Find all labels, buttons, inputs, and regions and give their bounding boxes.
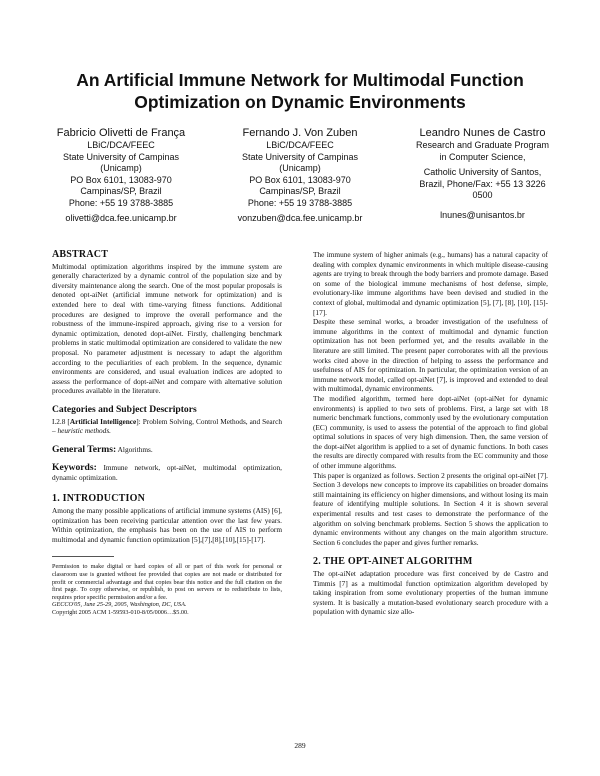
- body-paragraph: This paper is organized as follows. Section 2 presents the original opt-aiNet [7]. Section 3 develops new concepts to improve its capabilities on broader domains still maintaining its efficiency on higher dimensions, and without losing its main feature of identifying multiple solutions. In Section 4 it is shown several experimental results and test cases to demonstrate the performance of the algorithm on solving benchmark problems. Section 5 shows the application to dynamic environments without any changes on the main algorithm structure. Section 6 concludes the paper and gives further remarks.: [313, 470, 548, 547]
- permission-text: Permission to make digital or hard copies of all or part of this work for personal or classroom use is granted without fee provided that copies are not made or distributed for profit or commercial advantage and that copies bear this notice and the full citation on the first page. To copy otherwise, or republish, to post on servers or to redistribute to lists, requires prior specific permission and/or a fee.: [52, 563, 282, 601]
- author-affiliation: in Computer Science,: [439, 151, 526, 162]
- conference-italic: GECCO'05, June 25-29, 2005, Washington, DC, USA.: [52, 601, 187, 609]
- title-line-1: An Artificial Immune Network for Multimodal Function: [76, 70, 524, 90]
- conference-text: [52, 601, 282, 609]
- author-affiliation: LBiC/DCA/FEEC: [87, 140, 155, 150]
- intro-heading: 1. INTRODUCTION: [52, 493, 146, 505]
- author-affiliation: State University of Campinas: [62, 151, 180, 162]
- footnote-divider: [52, 556, 114, 557]
- keywords: [52, 463, 282, 482]
- author-email: lnunes@unisantos.br: [440, 209, 525, 220]
- permission-notice: [52, 563, 282, 616]
- author-address: Campinas/SP, Brazil: [80, 186, 162, 196]
- general-terms: [52, 445, 282, 455]
- categories-bold: Artificial Intelligence: [69, 416, 137, 426]
- body-paragraph: The modified algorithm, termed here dopt-aiNet (opt-aiNet for dynamic environments) is applied to two sets of problems. First, a large set with 18 numeric benchmark functions, commonly used by the evolutionary computation (EC) community, is used to assess the potential of the approach to find global optimal solutions in spaces of very high dimension. Then, the same version of the dopt-aiNet algorithm is applied to a set of dynamic functions. In both cases the results are directly compared with results from the EC community and those of other immune algorithms.: [313, 393, 548, 471]
- author-address: PO Box 6101, 13083-970: [249, 174, 351, 185]
- author-block-2: [213, 126, 387, 225]
- author-affiliation: State University of Campinas: [241, 151, 359, 162]
- abstract-text: Multimodal optimization algorithms inspired by the immune system are generally characterized by a dynamic control of the population size and by diversity maintenance along the search. One of the most popular proposals is denoted opt-aiNet (artificial immune network for optimization) and is extended here to deal with time-varying fitness functions. Additional procedures are designed to improve the overall performance and the robustness of the immune-inspired approach, giving rise to a version for dynamic optimization, denoted dopt-aiNet. Firstly, challenging benchmark problems in static multimodal optimization are considered to validate the new proposal. No parameter adjustment is necessary to adapt the algorithm according to the peculiarities of each problem. In the sequence, dynamic environments are considered, and usual evaluation indices are adopted to assess the performance of dopt-aiNet and compare with alternative solution procedures available in the literature.: [52, 261, 282, 396]
- page-number: 289: [294, 741, 306, 750]
- author-block-3: [395, 126, 570, 221]
- section2-heading: 2. THE OPT-AINET ALGORITHM: [313, 556, 473, 568]
- paper-title: [60, 69, 540, 113]
- author-affiliation: (Unicamp): [279, 163, 321, 173]
- general-terms-value: Algorithms.: [117, 444, 153, 454]
- keywords-label: Keywords:: [52, 462, 97, 474]
- author-phone: Brazil, Phone/Fax: +55 13 3226: [419, 178, 546, 189]
- author-email: vonzuben@dca.fee.unicamp.br: [237, 213, 363, 223]
- copyright-text: Copyright 2005 ACM 1-59593-010-8/05/0006…$5.00.: [52, 609, 189, 616]
- section2-text: The opt-aiNet adaptation procedure was first conceived by de Castro and Timmis [7] as a multimodal function optimization algorithm developed by taking inspiration from some evolutionary properties of the human immune system. It is basically a mutation-based evolutionary search procedure with a population with dynamic size allo-: [313, 569, 548, 617]
- author-phone: Phone: +55 19 3788-3885: [68, 197, 174, 208]
- left-column: [52, 250, 282, 617]
- body-paragraph: The immune system of higher animals (e.g., humans) has a natural capacity of dealing with complex dynamic environments in which multiple disease-causing agents are trying to break through the body barriers and promote damage. Based on some of the biological immune mechanisms of host defense, simple, evolutionary-like immune algorithms have been devised and studied in the context of global, multimodal and dynamic optimization [5], [7], [8], [10], [15]-[17].: [313, 250, 548, 317]
- author-affiliation: Research and Graduate Program: [415, 140, 550, 150]
- author-address: PO Box 6101, 13083-970: [70, 174, 172, 185]
- author-phone: Phone: +55 19 3788-3885: [247, 197, 353, 208]
- abstract-heading: ABSTRACT: [52, 249, 109, 260]
- author-affiliation: Catholic University of Santos,: [423, 167, 542, 177]
- categories-italic: heuristic methods.: [57, 426, 111, 436]
- general-terms-label: General Terms:: [52, 443, 117, 455]
- categories-prefix: I.2.8 [: [52, 416, 70, 426]
- author-affiliation: LBiC/DCA/FEEC: [266, 140, 334, 150]
- categories-heading: Categories and Subject Descriptors: [52, 403, 197, 415]
- categories-text: [52, 417, 282, 436]
- author-block-1: [36, 126, 206, 225]
- body-paragraph: Despite these seminal works, a broader investigation of the usefulness of immune algorithms in the context of multimodal and dynamic function optimization has not been performed yet, and the results available in the literature are still limited. The present paper corroborates with all the previous works cited above in the direction of helping to assess the performance and usefulness of AIS for optimization. In particular, the optimization version of an immune network model, called opt-aiNet [7], is improved and extended to deal with multimodal, dynamic environments.: [313, 317, 548, 394]
- author-address: Campinas/SP, Brazil: [259, 186, 341, 196]
- author-email: olivetti@dca.fee.unicamp.br: [65, 213, 177, 223]
- author-name: Fabricio Olivetti de França: [56, 127, 186, 139]
- keywords-value: Immune network, opt-aiNet, multimodal optimization, dynamic optimization.: [52, 463, 282, 482]
- author-name: Leandro Nunes de Castro: [419, 127, 546, 139]
- author-name: Fernando J. Von Zuben: [242, 127, 358, 139]
- right-column: [313, 250, 548, 617]
- author-affiliation: (Unicamp): [100, 163, 142, 173]
- title-line-2: Optimization on Dynamic Environments: [134, 92, 466, 112]
- intro-text: Among the many possible applications of artificial immune systems (AIS) [6], optimization has been receiving particular attention over the last few years. Within optimization, the emphasis has been on the use of AIS to perform multimodal and dynamic function optimization [5],[7],[8],[10],[15]-[17].: [52, 506, 282, 544]
- categories-mid: ]: Problem Solving, Control Methods, and Search –: [52, 416, 282, 436]
- author-phone: 0500: [472, 190, 493, 200]
